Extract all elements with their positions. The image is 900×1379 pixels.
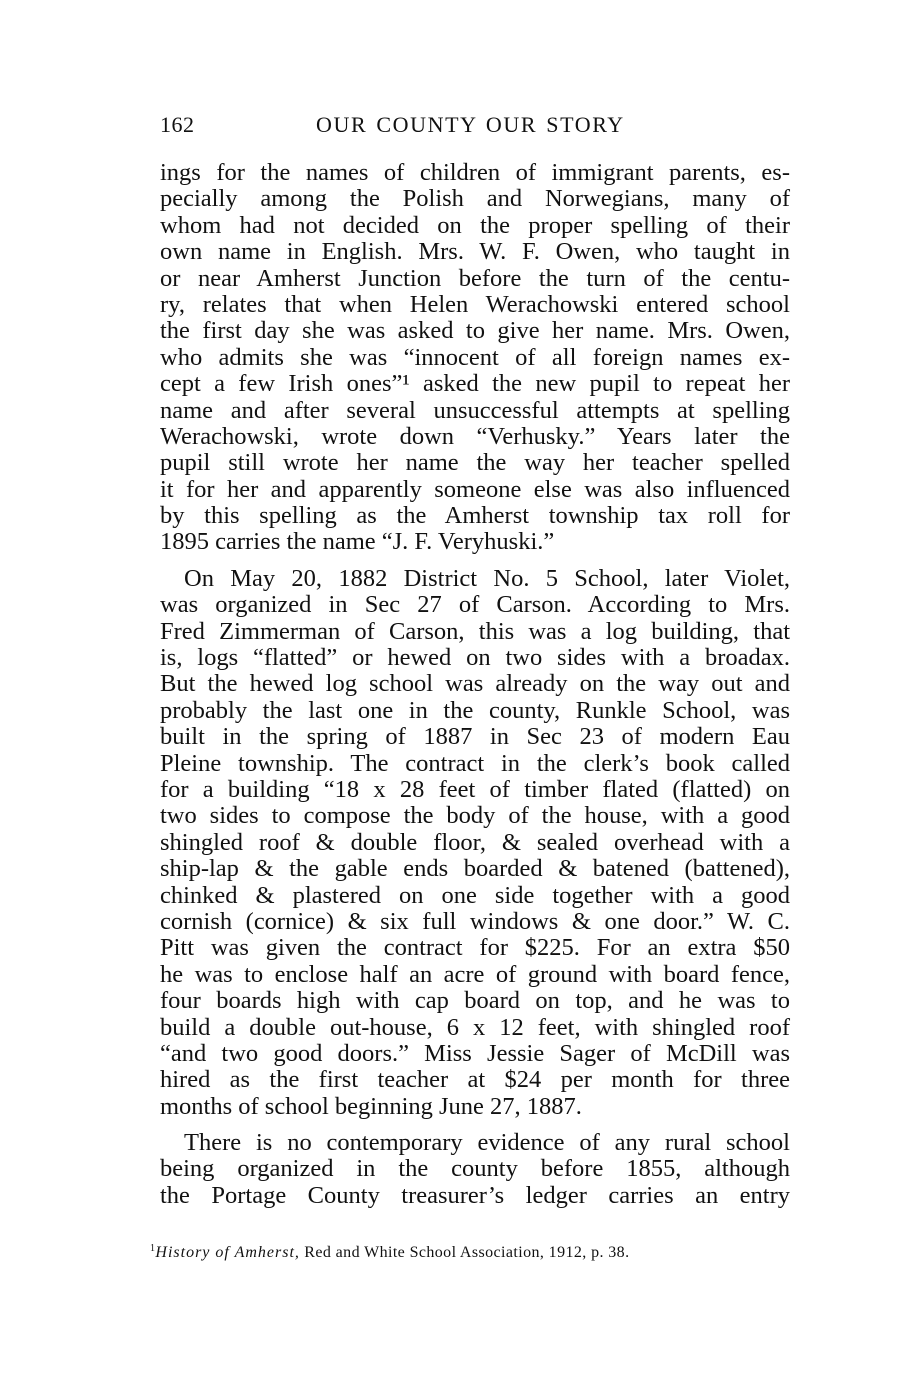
text-line: pecially among the Polish and Norwegians, many of — [160, 185, 790, 213]
text-line: 1895 carries the name “J. F. Veryhuski.” — [160, 528, 555, 556]
text-line: being organized in the county before 1855, although — [160, 1155, 790, 1183]
text-line: hired as the first teacher at $24 per month for three — [160, 1066, 790, 1094]
text-line: There is no contemporary evidence of any rural school — [184, 1129, 790, 1157]
text-line: months of school beginning June 27, 1887. — [160, 1092, 582, 1120]
text-line: the first day she was asked to give her name. Mrs. Owen, — [160, 317, 790, 345]
paragraph-3 — [160, 1130, 790, 1209]
footnote-title: History of Amherst, — [155, 1244, 300, 1261]
text-line: Pleine township. The contract in the clerk’s book called — [160, 749, 790, 777]
page-number: 162 — [160, 112, 195, 137]
text-line: the Portage County treasurer’s ledger carries an entry — [160, 1181, 790, 1209]
text-line: for a building “18 x 28 feet of timber flated (flatted) on — [160, 775, 790, 803]
text-line: Pitt was given the contract for $225. For an extra $50 — [160, 934, 790, 962]
text-line: Werachowski, wrote down “Verhusky.” Years later the — [160, 422, 790, 450]
text-line: chinked & plastered on one side together with a good — [160, 881, 790, 909]
text-line: shingled roof & double floor, & sealed overhead with a — [160, 828, 790, 856]
text-line: it for her and apparently someone else was also influenced — [160, 475, 790, 503]
text-line: built in the spring of 1887 in Sec 23 of modern Eau — [160, 723, 790, 751]
text-line: ship-lap & the gable ends boarded & batened (battened), — [160, 855, 790, 883]
running-head — [160, 112, 790, 142]
text-line: pupil still wrote her name the way her teacher spelled — [160, 449, 790, 477]
footnote — [150, 1239, 790, 1263]
text-line: But the hewed log school was already on the way out and — [160, 670, 790, 698]
text-line: by this spelling as the Amherst township tax roll for — [160, 502, 790, 530]
text-line: or near Amherst Junction before the turn of the centu- — [160, 264, 790, 292]
paragraph-2 — [160, 566, 790, 1120]
text-line: cept a few Irish ones”¹ asked the new pupil to repeat her — [160, 370, 790, 398]
text-line: own name in English. Mrs. W. F. Owen, who taught in — [160, 238, 790, 266]
running-title: OUR COUNTY OUR STORY — [316, 112, 625, 137]
footnote-text: Red and White School Association, 1912, p. 38. — [299, 1244, 630, 1261]
paragraph-1 — [160, 160, 790, 556]
text-line: build a double out-house, 6 x 12 feet, with shingled roof — [160, 1013, 790, 1041]
text-line: name and after several unsuccessful attempts at spelling — [160, 396, 790, 424]
text-line: probably the last one in the county, Runkle School, was — [160, 696, 790, 724]
text-line: ry, relates that when Helen Werachowski entered school — [160, 290, 790, 318]
text-line: “and two good doors.” Miss Jessie Sager of McDill was — [160, 1039, 790, 1067]
text-line: On May 20, 1882 District No. 5 School, later Violet, — [184, 564, 790, 592]
text-line: cornish (cornice) & six full windows & one door.” W. C. — [160, 907, 790, 935]
text-line: who admits she was “innocent of all foreign names ex- — [160, 343, 790, 371]
text-line: two sides to compose the body of the house, with a good — [160, 802, 790, 830]
text-line: was organized in Sec 27 of Carson. According to Mrs. — [160, 591, 790, 619]
text-line: four boards high with cap board on top, and he was to — [160, 987, 790, 1015]
text-line: is, logs “flatted” or hewed on two sides with a broadax. — [160, 644, 790, 672]
body-text — [160, 160, 790, 1209]
text-line: Fred Zimmerman of Carson, this was a log building, that — [160, 617, 790, 645]
footnote-marker: 1 — [150, 1243, 156, 1254]
text-line: ings for the names of children of immigrant parents, es- — [160, 159, 790, 186]
text-line: he was to enclose half an acre of ground with board fence, — [160, 960, 790, 988]
text-line: whom had not decided on the proper spelling of their — [160, 211, 790, 239]
